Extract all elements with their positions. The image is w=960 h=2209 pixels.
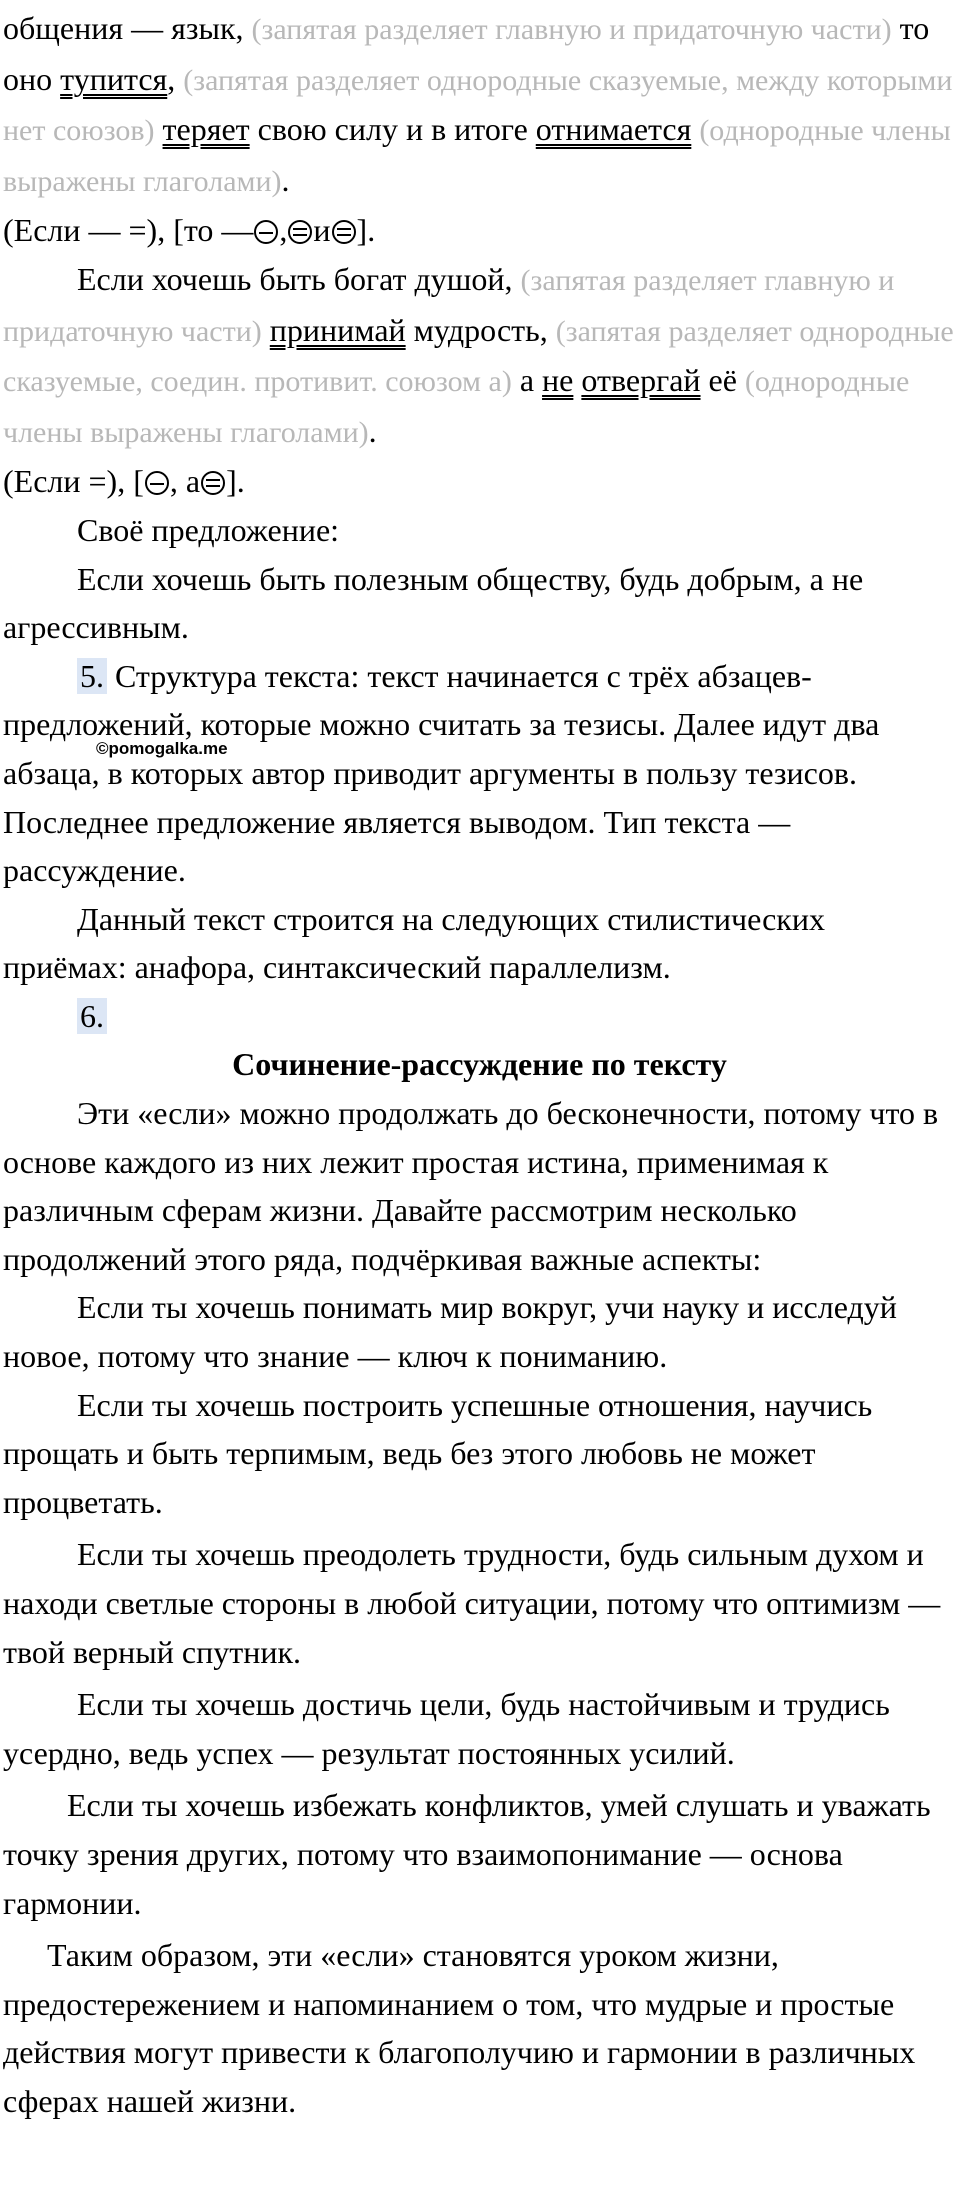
essay-paragraph: Эти «если» можно продолжать до бесконечности, потому что в основе каждого из них лежит простая истина, применимая к различным сферам жизни. Давайте рассмотрим несколько продолжений этого ряда, подчёркивая важные аспекты: xyxy=(3,1095,939,1277)
predicate-single-circle-icon xyxy=(254,220,278,244)
text: свою силу и в итоге xyxy=(249,111,536,148)
text: а xyxy=(511,362,543,399)
predicate-single-circle-icon xyxy=(145,471,169,495)
own-sentence: Если хочешь быть полезным обществу, будь добрым, а не агрессивным. xyxy=(3,560,864,646)
scheme-text: (Если =), [ xyxy=(3,463,144,500)
task-5-stylistics: Данный текст строится на следующих стилистических приёмах: анафора, синтаксический параллелизм. xyxy=(3,900,825,986)
text: общения — язык, xyxy=(3,10,252,46)
note: (однородные члены выражены глаголами) xyxy=(3,114,951,198)
predicate-double-circle-icon xyxy=(201,471,225,495)
paragraph-analysis-1 xyxy=(3,4,956,206)
scheme-text: (Если — =), [то — xyxy=(3,212,254,249)
text: . xyxy=(281,161,290,198)
text: Если хочешь быть богат душой, xyxy=(77,260,521,297)
paragraph-analysis-2 xyxy=(3,255,956,457)
text: . xyxy=(368,412,377,449)
task-number: 6. xyxy=(77,998,107,1034)
predicate-underlined: не xyxy=(542,362,574,399)
text: то оно xyxy=(3,10,930,97)
task-5 xyxy=(3,652,956,895)
note: (запятая разделяет однородные сказуемые, между которыми нет союзов) xyxy=(3,63,953,148)
text: её xyxy=(700,362,745,399)
predicate-double-circle-icon xyxy=(332,220,356,244)
essay-paragraph: Если ты хочешь избежать конфликтов, умей слушать и уважать точку зрения других, потому что взаимопонимание — основа гармонии. xyxy=(3,1787,931,1921)
scheme-text: ]. xyxy=(226,463,245,500)
scheme-text: , xyxy=(279,212,288,249)
essay-paragraph: Если ты хочешь понимать мир вокруг, учи науку и исследуй новое, потому что знание — ключ к пониманию. xyxy=(3,1289,897,1375)
essay-conclusion: Таким образом, эти «если» становятся уроком жизни, предостережением и напоминанием о том, что мудрые и простые действия могут привести к благополучию и гармонии в различных сферах нашей жизни. xyxy=(3,1937,916,2119)
essay-paragraph: Если ты хочешь построить успешные отношения, научись прощать и быть терпимым, ведь без этого любовь не может процветать. xyxy=(3,1386,873,1520)
own-sentence-label: Своё предложение: xyxy=(77,511,340,548)
note: (запятая разделяет однородные сказуемые, соедин. противит. союзом а) xyxy=(3,314,954,399)
scheme-text: ]. xyxy=(356,212,376,249)
essay-title: Сочинение-рассуждение по тексту xyxy=(232,1046,727,1083)
text xyxy=(262,312,270,348)
predicate-underlined: отнимается xyxy=(535,111,692,148)
predicate-underlined: отвергай xyxy=(581,362,701,399)
sentence-scheme-1 xyxy=(3,206,956,255)
note: (запятая разделяет главную и придаточную части) xyxy=(251,13,892,46)
note: (однородные члены выражены глаголами) xyxy=(3,365,910,449)
watermark: ©pomogalka.me xyxy=(96,739,228,758)
scheme-text: , а xyxy=(169,463,201,500)
text: , xyxy=(167,60,184,97)
predicate-underlined: принимай xyxy=(269,311,406,348)
predicate-underlined: тупится xyxy=(60,60,168,97)
task-6 xyxy=(3,992,956,1041)
text: мудрость, xyxy=(405,311,556,348)
predicate-underlined: теряет xyxy=(162,111,250,148)
scheme-text: и xyxy=(313,212,331,249)
sentence-scheme-2 xyxy=(3,457,956,506)
text xyxy=(155,111,163,147)
note: (запятая разделяет главную и придаточную части) xyxy=(3,263,895,348)
task-5-text: Структура текста: текст начинается с трёх абзацев-предложений, которые можно считать за тезисы. Далее идут два абзаца, в которых автор приводит аргументы в пользу тезисов. Последнее предложение является выводом. Тип текста — рассуждение. xyxy=(3,657,880,889)
essay-paragraph: Если ты хочешь преодолеть трудности, будь сильным духом и находи светлые стороны в любой ситуации, потому что оптимизм — твой верный спутник. xyxy=(3,1536,941,1670)
task-number: 5. xyxy=(77,658,107,694)
essay-paragraph: Если ты хочешь достичь цели, будь настойчивым и трудись усердно, ведь успех — результат постоянных усилий. xyxy=(3,1686,890,1771)
predicate-double-circle-icon xyxy=(288,220,312,244)
